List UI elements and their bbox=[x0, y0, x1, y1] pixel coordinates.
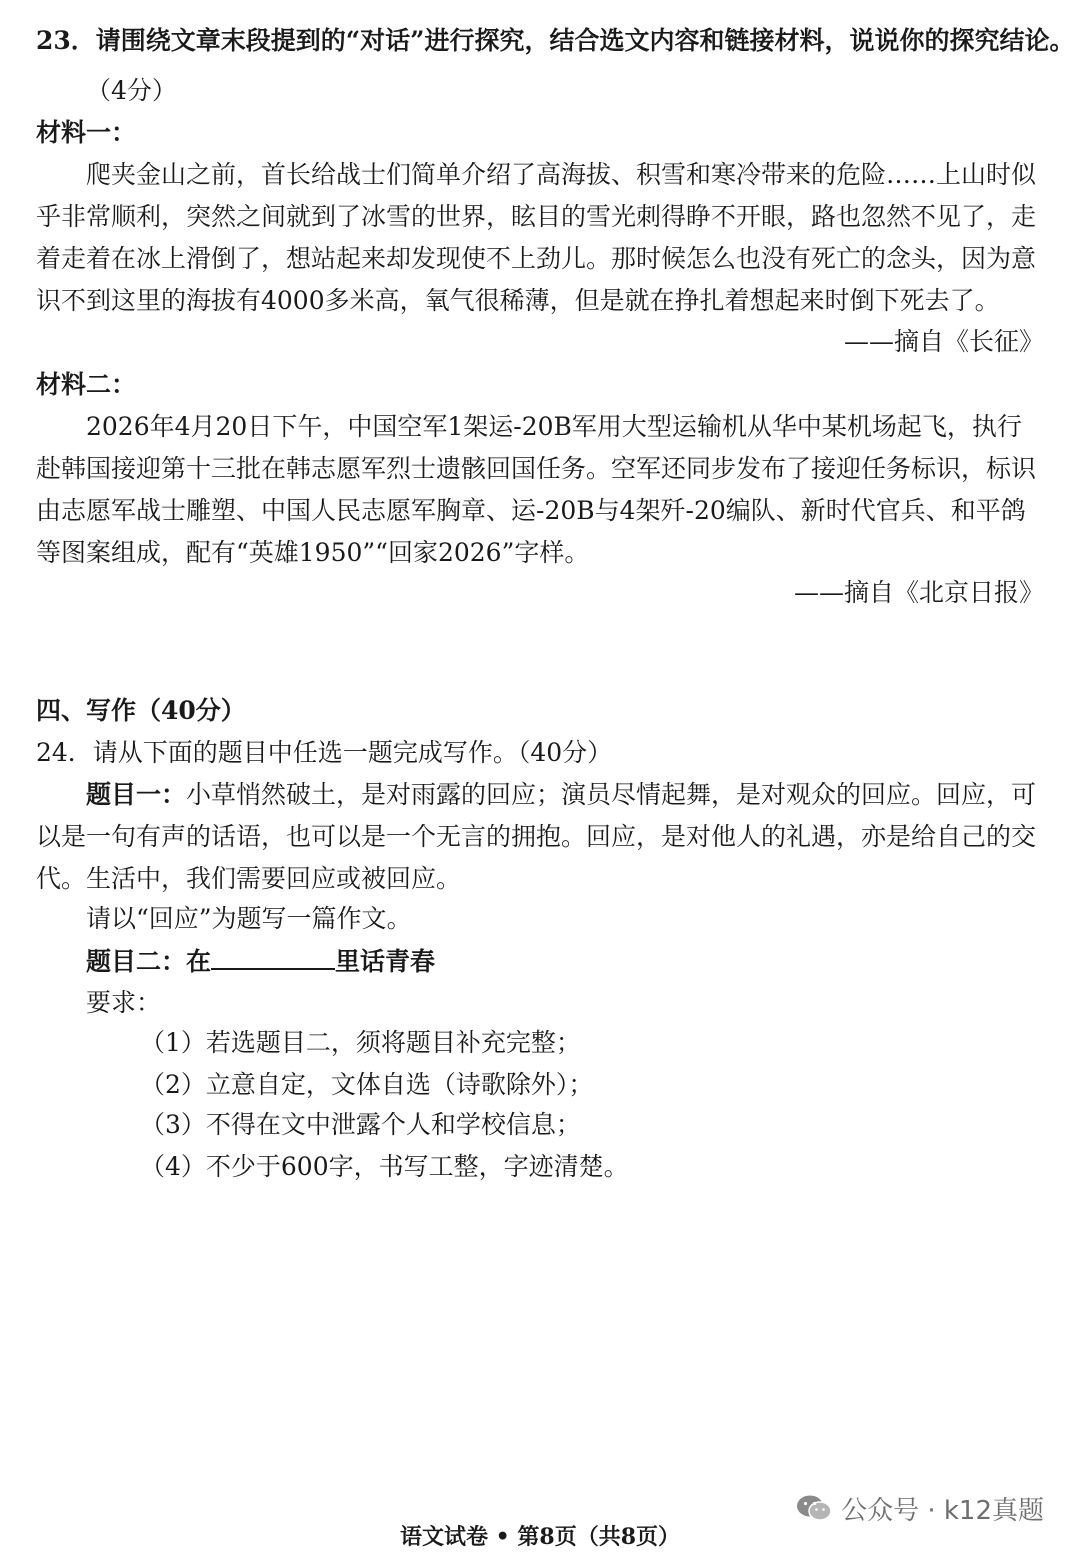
material-1-line: 爬夹金山之前，首长给战士们简单介绍了高海拔、积雪和寒冷带来的危险……上山时似 bbox=[86, 160, 1037, 189]
wechat-icon bbox=[795, 1493, 833, 1523]
material-2-source: ——摘自《北京日报》 bbox=[793, 578, 1044, 607]
material-2-line: 2026年4月20日下午，中国空军1架运-20B军用大型运输机从华中某机场起飞，执行 bbox=[86, 412, 1022, 441]
topic-1-text: 小草悄然破土，是对雨露的回应；演员尽情起舞，是对观众的回应。回应，可 bbox=[186, 780, 1037, 809]
topic-2-label: 题目二： bbox=[86, 947, 187, 976]
material-1-line: 着走着在冰上滑倒了，想站起来却发现使不上劲儿。那时候怎么也没有死亡的念头，因为意 bbox=[36, 244, 1037, 273]
topic-2-after: 里话青春 bbox=[335, 947, 436, 976]
material-1-line: 识不到这里的海拔有4000多米高，氧气很稀薄，但是就在挣扎着想起来时倒下死去了。 bbox=[36, 286, 1000, 315]
requirement-item: （3）不得在文中泄露个人和学校信息； bbox=[140, 1110, 581, 1139]
requirement-item: （2）立意自定，文体自选（诗歌除外）； bbox=[140, 1070, 594, 1099]
topic-1-line bbox=[86, 780, 1036, 810]
topic-1-label: 题目一： bbox=[86, 780, 187, 809]
material-2-line: 赴韩国接迎第十三批在韩志愿军烈士遗骸回国任务。空军还同步发布了接迎任务标识，标识 bbox=[36, 454, 1037, 483]
question-24-text: 24．请从下面的题目中任选一题完成写作。（40分） bbox=[36, 738, 613, 767]
requirement-item: （1）若选题目二，须将题目补充完整； bbox=[140, 1028, 581, 1057]
material-1-line: 乎非常顺利，突然之间就到了冰雪的世界，眩目的雪光刺得睁不开眼，路也忽然不见了，走 bbox=[36, 202, 1037, 231]
question-23-text: 23．请围绕文章末段提到的“对话”进行探究，结合选文内容和链接材料，说说你的探究结论。 bbox=[36, 26, 1075, 55]
question-23-score: （4分） bbox=[86, 76, 177, 105]
requirements-heading: 要求： bbox=[86, 988, 162, 1017]
topic-1-line: 代。生活中，我们需要回应或被回应。 bbox=[36, 864, 462, 893]
material-1-source: ——摘自《长征》 bbox=[843, 327, 1044, 356]
topic-1-prompt: 请以“回应”为题写一篇作文。 bbox=[86, 904, 412, 933]
topic-2-blank bbox=[211, 946, 335, 970]
topic-2-before: 在 bbox=[186, 947, 212, 976]
material-2-line: 等图案组成，配有“英雄1950”“回家2026”字样。 bbox=[36, 538, 590, 567]
section-writing-heading: 四、写作（40分） bbox=[36, 696, 246, 725]
material-2-heading: 材料二： bbox=[36, 370, 137, 399]
watermark-text: 公众号 · k12真题 bbox=[841, 1495, 1044, 1526]
page-footer: 语文试卷 • 第8页（共8页） bbox=[400, 1524, 680, 1550]
topic-2-line bbox=[86, 946, 435, 977]
material-2-line: 由志愿军战士雕塑、中国人民志愿军胸章、运-20B与4架歼-20编队、新时代官兵、和平鸽 bbox=[36, 496, 1026, 525]
requirement-item: （4）不少于600字，书写工整，字迹清楚。 bbox=[140, 1152, 629, 1181]
material-1-heading: 材料一： bbox=[36, 118, 137, 147]
topic-1-line: 以是一句有声的话语，也可以是一个无言的拥抱。回应，是对他人的礼遇，亦是给自己的交 bbox=[36, 822, 1037, 851]
